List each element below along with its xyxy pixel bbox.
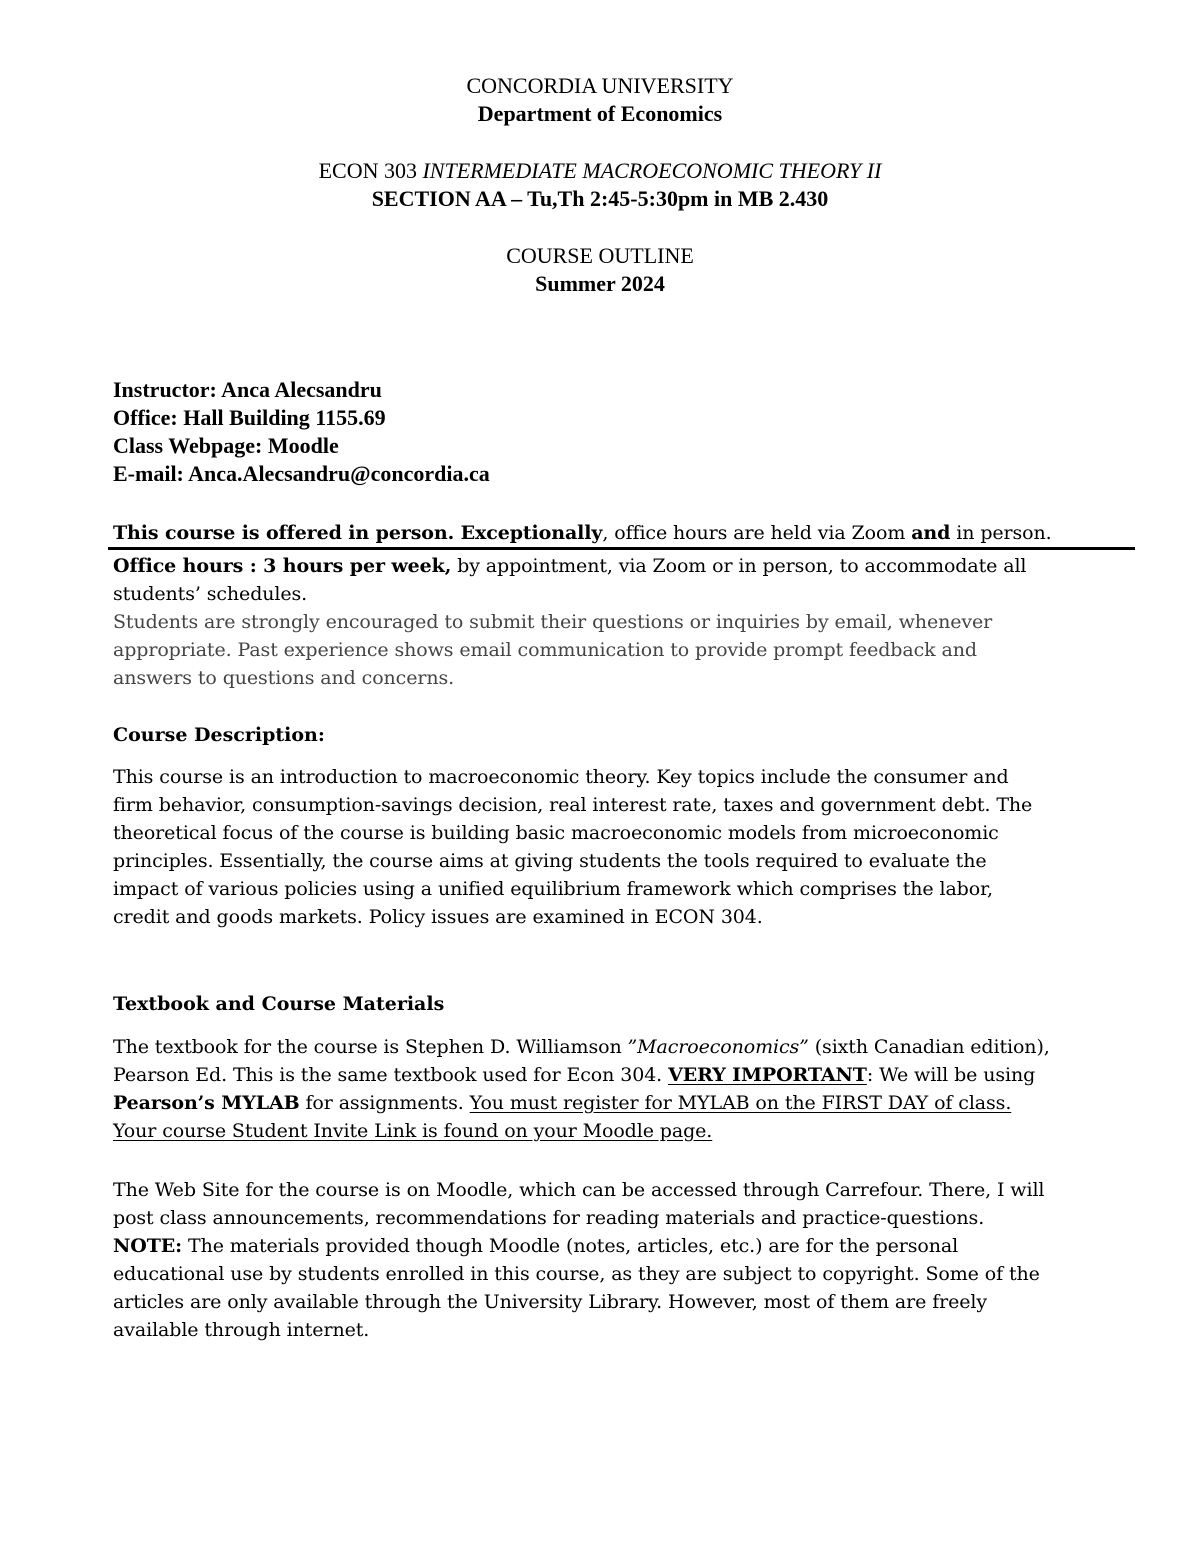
invite-link-notice: Your course Student Invite Link is found on your Moodle page. <box>113 1120 713 1142</box>
delivery-bold-1: This course is offered in person. Exceptionally <box>113 522 603 544</box>
website-line: The materials provided though Moodle (notes, articles, etc.) are for the personal <box>182 1235 959 1257</box>
textbook-body <box>113 1033 1138 1145</box>
textbook-title: ”Macroeconomics” <box>627 1036 809 1058</box>
website-line: available through internet. <box>113 1319 370 1341</box>
description-line: This course is an introduction to macroeconomic theory. Key topics include the consumer and <box>113 766 1009 788</box>
textbook-edition: (sixth Canadian edition), <box>808 1036 1050 1058</box>
document-header <box>0 72 1200 128</box>
textbook-publisher: Pearson Ed. This is the same textbook used for Econ 304. <box>113 1064 669 1086</box>
term: Summer 2024 <box>535 271 665 296</box>
instructor-email: E-mail: Anca.Alecsandru@concordia.ca <box>113 461 490 486</box>
website-info <box>113 1176 1138 1344</box>
office-hours-text: by appointment, via Zoom or in person, to accommodate all <box>451 555 1027 577</box>
delivery-text-2: in person. <box>950 522 1052 544</box>
office-hours-label: Office hours : 3 hours per week, <box>113 555 452 577</box>
horizontal-rule <box>108 547 1135 550</box>
website-line: post class announcements, recommendations for reading materials and practice-questions. <box>113 1207 985 1229</box>
office-hours-line-2: students’ schedules. <box>113 583 308 605</box>
office-hours-note-3: answers to questions and concerns. <box>113 667 455 689</box>
website-line: educational use by students enrolled in this course, as they are subject to copyright. Some of the <box>113 1263 1040 1285</box>
description-line: credit and goods markets. Policy issues are examined in ECON 304. <box>113 906 763 928</box>
instructor-name: Instructor: Anca Alecsandru <box>113 377 382 402</box>
textbook-text: The textbook for the course is Stephen D. Williamson <box>113 1036 628 1058</box>
delivery-mode <box>113 519 1138 547</box>
office-location: Office: Hall Building 1155.69 <box>113 405 386 430</box>
delivery-text-1: , office hours are held via Zoom <box>602 522 912 544</box>
website-line: The Web Site for the course is on Moodle, which can be accessed through Carrefour. There, I will <box>113 1179 1045 1201</box>
university-name: CONCORDIA UNIVERSITY <box>466 73 734 98</box>
course-heading <box>0 157 1200 213</box>
outline-heading <box>0 242 1200 298</box>
mylab-label: Pearson’s MYLAB <box>113 1092 300 1114</box>
description-line: principles. Essentially, the course aims at giving students the tools required to evaluate the <box>113 850 987 872</box>
website-line: articles are only available through the University Library. However, most of them are freely <box>113 1291 988 1313</box>
course-line <box>0 157 1200 185</box>
course-code: ECON 303 <box>318 158 417 183</box>
office-hours-note-1: Students are strongly encouraged to submit their questions or inquiries by email, whenever <box>113 611 993 633</box>
class-webpage: Class Webpage: Moodle <box>113 433 339 458</box>
department-name: Department of Economics <box>477 101 723 126</box>
description-line: theoretical focus of the course is building basic macroeconomic models from microeconomic <box>113 822 999 844</box>
description-line: impact of various policies using a unified equilibrium framework which comprises the labor, <box>113 878 993 900</box>
office-hours-note-2: appropriate. Past experience shows email communication to provide prompt feedback and <box>113 639 977 661</box>
section-info: SECTION AA – Tu,Th 2:45-5:30pm in MB 2.430 <box>371 186 829 211</box>
textbook-text: for assignments. <box>299 1092 470 1114</box>
description-line: firm behavior, consumption-savings decision, real interest rate, taxes and government debt. The <box>113 794 1033 816</box>
course-description-heading: Course Description: <box>113 724 325 746</box>
textbook-text: : We will be using <box>866 1064 1036 1086</box>
instructor-info <box>113 376 490 488</box>
course-title: INTERMEDIATE MACROECONOMIC THEORY II <box>422 158 882 183</box>
course-description-body <box>113 763 1138 931</box>
note-label: NOTE: <box>113 1235 183 1257</box>
outline-title: COURSE OUTLINE <box>506 243 694 268</box>
delivery-bold-2: and <box>911 522 951 544</box>
very-important-label: VERY IMPORTANT <box>668 1064 867 1086</box>
textbook-heading: Textbook and Course Materials <box>113 993 445 1015</box>
register-notice: You must register for MYLAB on the FIRST DAY of class. <box>469 1092 1012 1114</box>
office-hours <box>113 552 1138 692</box>
